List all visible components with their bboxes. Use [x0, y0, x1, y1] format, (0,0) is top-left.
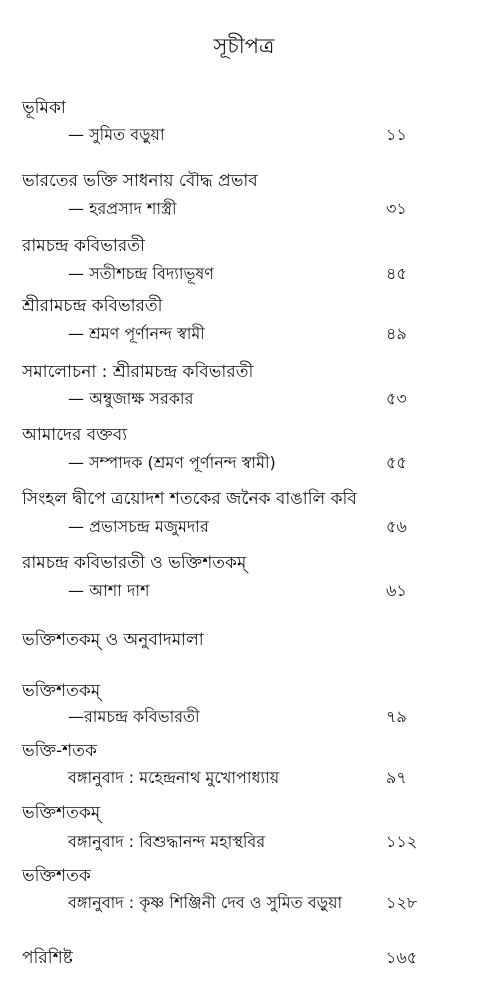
section-title: ভক্তিশতক: [22, 866, 91, 886]
section-title: আমাদের বক্তব্য: [22, 425, 128, 445]
page-number: ৯৭: [386, 768, 407, 787]
page-number: ১১: [386, 125, 407, 144]
author-line: — শ্রমণ পূর্ণানন্দ স্বামী: [68, 324, 205, 343]
author-line: —রামচন্দ্র কবিভারতী: [68, 707, 200, 726]
page-number: ৫৬: [386, 517, 407, 536]
page-number: ১১২: [386, 832, 418, 851]
section-title: ভূমিকা: [22, 98, 66, 118]
author-line: — অম্বুজাক্ষ সরকার: [68, 389, 194, 408]
part-heading: ভক্তিশতকম্ ও অনুবাদমালা: [22, 630, 204, 650]
section-title: সমালোচনা : শ্রীরামচন্দ্র কবিভারতী: [22, 362, 254, 382]
author-line: বঙ্গানুবাদ : বিশুদ্ধানন্দ মহাস্থবির: [68, 832, 266, 851]
author-line: — সতীশচন্দ্র বিদ্যাভূষণ: [68, 264, 214, 283]
section-title: সিংহল দ্বীপে ত্রয়োদশ শতকের জনৈক বাঙালি কবি: [22, 489, 357, 509]
author-line: বঙ্গানুবাদ : কৃষ্ণ শিঞ্জিনী দেব ও সুমিত বড়ুয়া: [68, 893, 343, 912]
author-line: — সুমিত বড়ুয়া: [68, 125, 165, 144]
page-title: সূচীপত্র: [213, 34, 275, 58]
section-title: রামচন্দ্র কবিভারতী: [22, 236, 145, 256]
page-number: ৭৯: [386, 707, 407, 726]
author-line: বঙ্গানুবাদ : মহেন্দ্রনাথ মুখোপাধ্যায়: [68, 768, 280, 787]
page-number: ১৬৫: [386, 948, 418, 967]
page-number: ৪৫: [386, 264, 407, 283]
section-title: ভারতের ভক্তি সাধনায় বৌদ্ধ প্রভাব: [22, 171, 258, 191]
page-number: ১২৮: [386, 893, 418, 912]
section-title: পরিশিষ্ট: [22, 948, 73, 968]
page-number: ৫৩: [386, 389, 407, 408]
author-line: — হরপ্রসাদ শাস্ত্রী: [68, 199, 177, 218]
section-title: শ্রীরামচন্দ্র কবিভারতী: [22, 296, 163, 316]
section-title: ভক্তিশতকম্: [22, 803, 101, 823]
author-line: — সম্পাদক (শ্রমণ পূর্ণানন্দ স্বামী): [68, 453, 276, 472]
section-title: ভক্তিশতকম্: [22, 681, 101, 701]
author-line: — প্রভাসচন্দ্র মজুমদার: [68, 517, 209, 536]
page-number: ৬১: [386, 581, 407, 600]
page-number: ৩১: [386, 199, 407, 218]
section-title: ভক্তি-শতক: [22, 741, 97, 761]
section-title: রামচন্দ্র কবিভারতী ও ভক্তিশতকম্: [22, 553, 247, 573]
page-number: ৫৫: [386, 453, 407, 472]
author-line: — আশা দাশ: [68, 581, 150, 600]
page-number: ৪৯: [386, 324, 407, 343]
